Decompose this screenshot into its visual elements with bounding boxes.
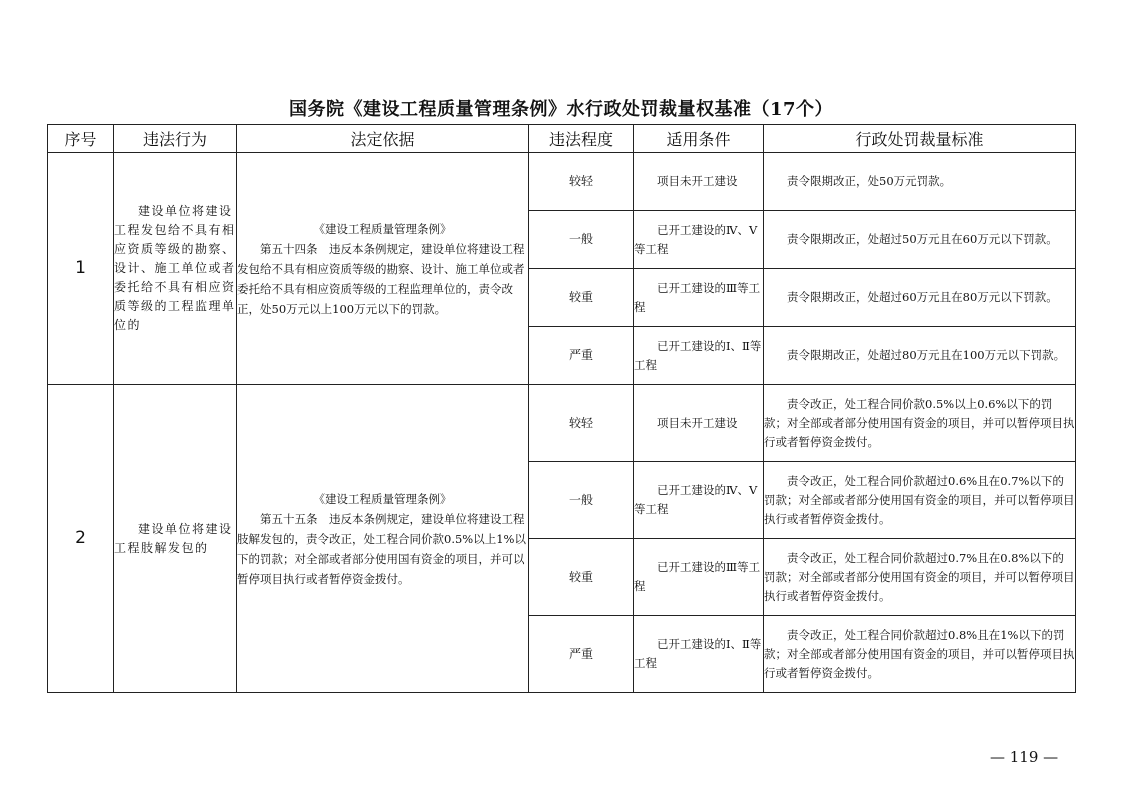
degree-cell: 一般	[529, 211, 634, 269]
row-index: 2	[48, 385, 114, 693]
standard-cell	[764, 462, 1076, 539]
condition-text: 已开工建设的Ⅳ、Ⅴ等工程	[634, 222, 758, 256]
degree-cell: 一般	[529, 462, 634, 539]
standard-text: 责令限期改正，处超过60万元且在80万元以下罚款。	[787, 290, 1058, 304]
condition-cell	[634, 269, 764, 327]
degree-cell: 较重	[529, 539, 634, 616]
degree-cell: 严重	[529, 616, 634, 693]
standard-text: 责令改正，处工程合同价款超过0.8%且在1%以下的罚款；对全部或者部分使用国有资金的项目，并可以暂停项目执行或者暂停资金拨付。	[764, 627, 1075, 680]
standard-cell	[764, 616, 1076, 693]
document-title: 国务院《建设工程质量管理条例》水行政处罚裁量权基准（17个）	[288, 99, 834, 120]
condition-text: 项目未开工建设	[657, 415, 738, 430]
legal-basis-cell	[237, 385, 529, 693]
degree-cell: 严重	[529, 327, 634, 385]
condition-cell	[634, 211, 764, 269]
condition-cell	[634, 385, 764, 462]
page-number: — 119 —	[990, 748, 1059, 766]
penalty-standards-table	[47, 124, 1076, 693]
standard-text: 责令改正，处工程合同价款超过0.6%且在0.7%以下的罚款；对全部或者部分使用国有资金的项目，并可以暂停项目执行或者暂停资金拨付。	[764, 473, 1075, 526]
degree-cell: 较重	[529, 269, 634, 327]
condition-text: 已开工建设的Ⅰ、Ⅱ等工程	[634, 637, 762, 670]
row-index: 1	[48, 153, 114, 385]
condition-text: 项目未开工建设	[657, 174, 738, 188]
standard-cell	[764, 385, 1076, 462]
standard-text: 责令限期改正，处50万元罚款。	[787, 174, 952, 188]
header-standard: 行政处罚裁量标准	[764, 125, 1076, 153]
standard-cell	[764, 269, 1076, 327]
header-index: 序号	[48, 125, 114, 153]
standard-text: 责令限期改正，处超过50万元且在60万元以下罚款。	[787, 232, 1058, 246]
condition-text: 已开工建设的Ⅲ等工程	[634, 560, 761, 593]
basis-title: 《建设工程质量管理条例》	[313, 491, 452, 506]
standard-cell	[764, 327, 1076, 385]
header-violation: 违法行为	[114, 125, 237, 153]
table-row	[48, 153, 1076, 211]
header-condition: 适用条件	[634, 125, 764, 153]
table-header-row	[48, 125, 1076, 153]
violation-cell	[114, 153, 237, 385]
standard-text: 责令改正，处工程合同价款0.5%以上0.6%以下的罚款；对全部或者部分使用国有资金的项目，并可以暂停项目执行或者暂停资金拨付。	[764, 396, 1075, 449]
condition-text: 已开工建设的Ⅲ等工程	[634, 280, 761, 314]
violation-text: 建设单位将建设工程肢解发包的	[114, 521, 233, 555]
header-degree: 违法程度	[529, 125, 634, 153]
standard-text: 责令限期改正，处超过80万元且在100万元以下罚款。	[787, 348, 1066, 362]
condition-cell	[634, 153, 764, 211]
degree-cell: 较轻	[529, 385, 634, 462]
condition-cell	[634, 327, 764, 385]
standard-cell	[764, 539, 1076, 616]
degree-cell: 较轻	[529, 153, 634, 211]
condition-text: 已开工建设的Ⅳ、Ⅴ等工程	[634, 483, 758, 516]
violation-cell	[114, 385, 237, 693]
table-row	[48, 385, 1076, 462]
violation-text: 建设单位将建设工程发包给不具有相应资质等级的勘察、设计、施工单位或者委托给不具有相应资质等级的工程监理单位的	[114, 204, 236, 332]
basis-body: 第五十四条 违反本条例规定，建设单位将建设工程发包给不具有相应资质等级的勘察、设计、施工单位或者委托给不具有相应资质等级的工程监理单位的，责令改正，处50万元以上100万元以下的罚款。	[237, 241, 525, 316]
legal-basis-cell	[237, 153, 529, 385]
basis-title: 《建设工程质量管理条例》	[313, 221, 452, 236]
standard-text: 责令改正，处工程合同价款超过0.7%且在0.8%以下的罚款；对全部或者部分使用国有资金的项目，并可以暂停项目执行或者暂停资金拨付。	[764, 550, 1075, 603]
condition-cell	[634, 616, 764, 693]
condition-cell	[634, 539, 764, 616]
basis-body: 第五十五条 违反本条例规定，建设单位将建设工程肢解发包的，责令改正，处工程合同价款0.5%以上1%以下的罚款；对全部或者部分使用国有资金的项目，并可以暂停项目执行或者暂停资金拨付。	[237, 511, 526, 586]
standard-cell	[764, 211, 1076, 269]
condition-cell	[634, 462, 764, 539]
standard-cell	[764, 153, 1076, 211]
condition-text: 已开工建设的Ⅰ、Ⅱ等工程	[634, 338, 762, 372]
header-legal-basis: 法定依据	[237, 125, 529, 153]
